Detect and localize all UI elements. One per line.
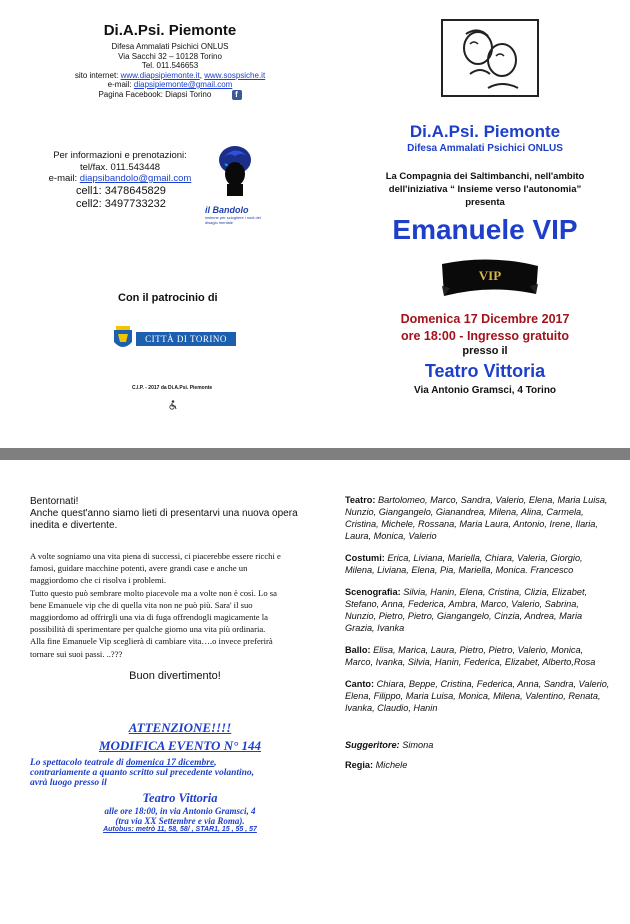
credit-role: Regia:	[345, 760, 374, 770]
left-header	[40, 22, 300, 100]
synopsis-line: possibilità di sperimentare per qualche giorno una vita più ordinaria.	[30, 624, 266, 635]
page-separator	[0, 448, 630, 460]
flyer-back	[0, 460, 630, 924]
diapsi-logo	[440, 18, 540, 98]
facebook-label: Pagina Facebook: Diapsi Torino	[98, 89, 212, 99]
presentation-line1: La Compagnia dei Saltimbanchi, nell'ambito	[385, 171, 585, 182]
change-notice	[30, 720, 330, 833]
vip-badge	[440, 258, 540, 302]
faces-logo-icon	[440, 18, 540, 98]
bandolo-title: il Bandolo	[205, 205, 249, 215]
notice-title: ATTENZIONE!!!!	[128, 720, 232, 735]
synopsis	[30, 550, 330, 660]
synopsis-line: famosi, guidare macchine potenti, avere grandi case e anche un	[30, 563, 248, 574]
notice-line1	[30, 758, 330, 768]
presentation-line3: presenta	[465, 197, 505, 208]
info-title: Per informazioni e prenotazioni:	[53, 150, 187, 161]
right-org-name: Di.A.Psi. Piemonte	[409, 122, 561, 141]
cast-names: Chiara, Beppe, Cristina, Federica, Anna, Sandra, Valerio, Elena, Filippo, Maria Luisa, Monica, Milena, Valentino, Renata, Ivanka, Claudio, Hanin	[345, 679, 610, 713]
notice-line1-a: Lo spettacolo teatrale di	[30, 758, 124, 768]
notice-date: domenica 17 dicembre	[126, 758, 215, 768]
notice-line2: contrariamente a quanto scritto sul precedente volantino,	[30, 768, 255, 778]
cast-names: Erica, Liviana, Mariella, Chiara, Valeria, Giorgio, Milena, Liviana, Elena, Pia, Mariella, Monica. Francesco	[345, 553, 583, 575]
synopsis-line: Tutto questo può sembrare molto piacevole ma a volte non è così. Lo sa	[30, 587, 277, 598]
torino-banner: CITTÀ DI TORINO	[136, 332, 236, 346]
event-at: presso il	[462, 345, 508, 357]
cast-entry	[345, 586, 610, 634]
wheelchair-icon	[168, 397, 178, 407]
cast-role: Canto:	[345, 679, 375, 689]
torino-crest-icon	[112, 326, 134, 352]
citta-di-torino-logo	[112, 326, 236, 352]
info-email	[40, 173, 200, 185]
facebook-icon[interactable]: f	[232, 90, 242, 100]
intro-line1: Anche quest'anno siamo lieti di presentarvi una nuova opera	[30, 508, 298, 519]
org-facebook	[40, 90, 300, 100]
org-websites	[40, 71, 300, 81]
bandolo-head-icon	[205, 140, 265, 200]
left-org-name: Di.A.Psi. Piemonte	[103, 22, 237, 39]
bandolo-caption: insieme per sciogliere i nodi del disagio mentale	[205, 215, 261, 225]
synopsis-line: maggiordomo ad offrirgli una via di fuga offrendogli magicamente la	[30, 612, 268, 623]
org-phone: Tel. 011.546653	[141, 61, 199, 70]
patronage-label: Con il patrocinio di	[118, 292, 218, 304]
cast-list	[345, 494, 610, 724]
vip-badge-text: VIP	[478, 268, 502, 283]
org-email-link[interactable]: diapsipiemonte@gmail.com	[133, 80, 233, 89]
org-full-name: Difesa Ammalati Psichici ONLUS	[111, 42, 229, 51]
event-theatre: Teatro Vittoria	[424, 361, 546, 381]
site-link-2[interactable]: www.sospsiche.it	[204, 70, 266, 80]
enjoy-message: Buon divertimento!	[129, 670, 221, 682]
synopsis-line: maggiordomo che ci risolva i problemi.	[30, 575, 167, 586]
notice-addr2: (tra via XX Settembre e via Roma).	[115, 816, 245, 826]
info-email-prefix: e-mail:	[48, 173, 78, 184]
presentation-line2: dell'iniziativa “ Insieme verso l'autonomia”	[388, 184, 582, 195]
info-block	[40, 150, 200, 211]
cast-role: Ballo:	[345, 645, 371, 655]
event-details	[340, 312, 630, 396]
org-address: Via Sacchi 32 – 10128 Torino	[118, 51, 222, 61]
event-address: Via Antonio Gramsci, 4 Torino	[413, 385, 557, 396]
event-time: ore 18:00 - Ingresso gratuito	[400, 329, 570, 343]
email-prefix: e-mail:	[107, 80, 132, 89]
credits	[345, 740, 610, 770]
info-cell1: cell1: 3478645829	[76, 184, 166, 197]
right-org-sub: Difesa Ammalati Psichici ONLUS	[407, 143, 563, 154]
cast-role: Teatro:	[345, 495, 376, 505]
info-phone: tel/fax. 011.543448	[79, 161, 161, 173]
notice-bus: Autobus: metrò 11, 58, 58/ , STAR1, 15 , 55 , 57	[103, 826, 257, 833]
info-cell2: cell2: 3497733232	[76, 197, 166, 210]
cast-entry	[345, 494, 610, 542]
credit-role: Suggeritore:	[345, 740, 400, 750]
show-title: Emanuele VIP	[392, 214, 578, 245]
presentation	[340, 170, 630, 209]
cast-role: Costumi:	[345, 553, 385, 563]
intro-line2: inedita e divertente.	[30, 520, 118, 531]
site-link-1[interactable]: www.diapsipiemonte.it	[120, 70, 200, 80]
info-email-link[interactable]: diapsibandolo@gmail.com	[79, 173, 192, 184]
cast-names: Bartolomeo, Marco, Sandra, Valerio, Elena, Maria Luisa, Nunzio, Giangangelo, Gianandrea, Milena, Alina, Carmela, Cristina, Michele, Rossana, Maria Laura, Antonio, Irene, Ilaria, Laura, Monica, Valerio	[345, 495, 608, 541]
event-date: Domenica 17 Dicembre 2017	[400, 312, 570, 326]
flyer-front	[0, 0, 630, 448]
synopsis-line: Alla fine Emanuele Vip sceglierà di cambiare vita….o invece preferirà	[30, 636, 273, 647]
synopsis-line: tornare sui suoi passi. ..???	[30, 648, 123, 659]
site-separator: ,	[199, 70, 203, 80]
cast-entry	[345, 552, 610, 576]
bandolo-logo	[205, 140, 265, 225]
notice-subtitle: MODIFICA EVENTO N° 144	[98, 738, 262, 753]
cast-role: Scenografia:	[345, 587, 401, 597]
synopsis-line: A volte sogniamo una vita piena di successi, ci piacerebbe essere ricchi e	[30, 551, 281, 561]
credit-name: Simona	[402, 740, 434, 750]
credit-name: Michele	[375, 760, 408, 770]
credit-prompter	[345, 740, 610, 750]
cip-note: C.I.P. - 2017 da Di.A.Psi. Piemonte	[132, 385, 213, 391]
notice-addr1: alle ore 18:00, in via Antonio Gramsci, 4	[104, 806, 256, 816]
cast-names: Elisa, Marica, Laura, Pietro, Pietro, Valerio, Monica, Marco, Ivanka, Silvia, Hanin, Federica, Elizabet, Alberto,Rosa	[345, 645, 596, 667]
notice-line3: avrà luogo presso il	[30, 778, 107, 788]
org-email	[40, 80, 300, 90]
intro	[30, 496, 320, 532]
notice-line1-c: ,	[214, 758, 217, 768]
cast-names: Silvia, Hanin, Elena, Cristina, Clizia, Elizabet, Stefano, Anna, Federica, Ambra, Marco, Valerio, Sabrina, Nunzio, Pietro, Pietro, Giangangelo, Cinzia, Andrea, Maria Grazia, Ivanka	[345, 587, 588, 633]
cast-entry	[345, 678, 610, 714]
intro-greeting: Bentornati!	[30, 496, 79, 507]
credit-director	[345, 760, 610, 770]
right-header	[340, 122, 630, 154]
synopsis-line: bene Emanuele vip che di quella vita non ne può più. Sara' il suo	[30, 599, 253, 610]
cast-entry	[345, 644, 610, 668]
notice-theatre: Teatro Vittoria	[142, 791, 218, 805]
site-prefix: sito internet:	[74, 70, 119, 80]
